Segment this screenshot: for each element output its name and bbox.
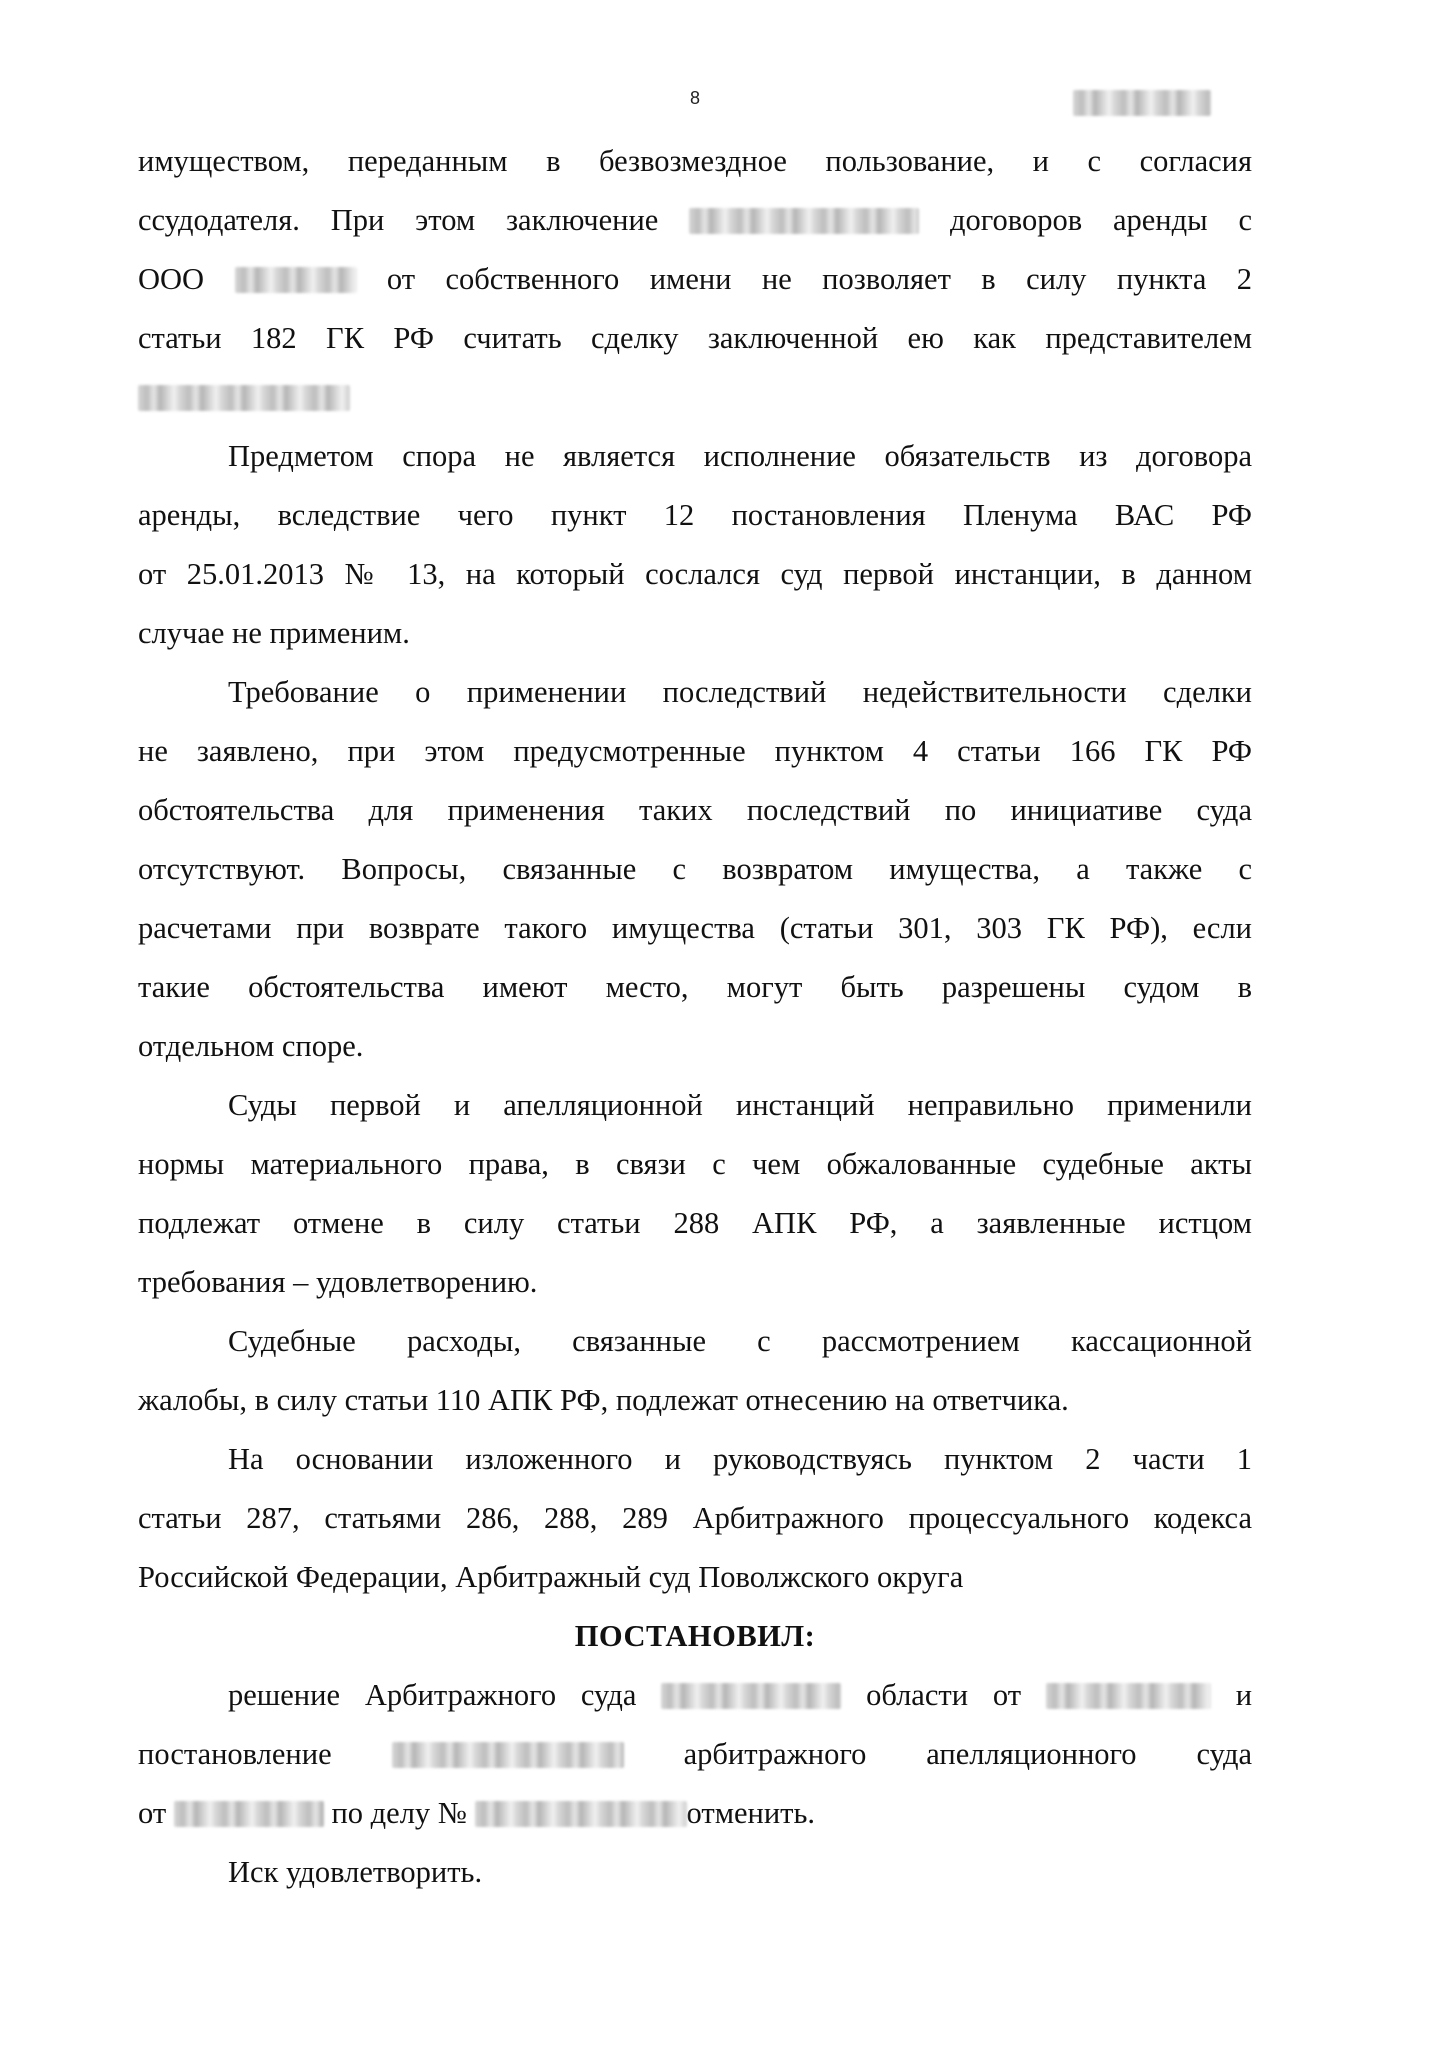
document-body xyxy=(138,132,1252,1902)
text-fragment: решение Арбитражного суда xyxy=(228,1678,637,1712)
text-fragment: и xyxy=(1235,1678,1253,1712)
text-line: Суды первой и апелляционной инстанций неправильно применили xyxy=(228,1088,1252,1122)
redacted-date xyxy=(174,1801,324,1827)
text-line xyxy=(138,1666,1252,1725)
redacted-court-name xyxy=(392,1742,624,1768)
page-number: 8 xyxy=(690,88,701,108)
paragraph-3 xyxy=(138,663,1252,1076)
text-fragment: от xyxy=(138,1796,167,1830)
text-line: аренды, вследствие чего пункт 12 постановления Пленума ВАС РФ xyxy=(138,498,1252,532)
text-fragment: от собственного имени не позволяет в силу пункта 2 xyxy=(386,262,1253,296)
text-line: жалобы, в силу статьи 110 АПК РФ, подлежат отнесению на ответчика. xyxy=(138,1383,1069,1417)
text-line: Предметом спора не является исполнение обязательств из договора xyxy=(228,439,1252,473)
text-line: нормы материального права, в связи с чем обжалованные судебные акты xyxy=(138,1147,1252,1181)
redacted-date xyxy=(1046,1683,1211,1709)
redacted-name xyxy=(689,208,919,234)
text-line: На основании изложенного и руководствуясь пунктом 2 части 1 xyxy=(228,1442,1252,1476)
text-line: случае не применим. xyxy=(138,616,410,650)
text-line: обстоятельства для применения таких последствий по инициативе суда xyxy=(138,793,1252,827)
text-fragment: области от xyxy=(866,1678,1022,1712)
redacted-case-number xyxy=(1073,90,1211,116)
redacted-region xyxy=(661,1683,841,1709)
text-line xyxy=(138,368,1252,427)
text-line: Судебные расходы, связанные с рассмотрением кассационной xyxy=(228,1324,1252,1358)
text-line: имуществом, переданным в безвозмездное пользование, и с согласия xyxy=(138,144,1252,178)
text-line: расчетами при возврате такого имущества (статьи 301, 303 ГК РФ), если xyxy=(138,911,1252,945)
resolution-heading: ПОСТАНОВИЛ: xyxy=(574,1619,816,1653)
text-line: отдельном споре. xyxy=(138,1029,364,1063)
text-line: отсутствуют. Вопросы, связанные с возвратом имущества, а также с xyxy=(138,852,1252,886)
text-line: статьи 287, статьями 286, 288, 289 Арбитражного процессуального кодекса xyxy=(138,1501,1252,1535)
paragraph-5 xyxy=(138,1312,1252,1430)
text-line: не заявлено, при этом предусмотренные пунктом 4 статьи 166 ГК РФ xyxy=(138,734,1252,768)
redacted-name xyxy=(138,385,350,411)
text-line: требования – удовлетворению. xyxy=(138,1265,538,1299)
text-fragment: ООО xyxy=(138,262,205,296)
paragraph-7 xyxy=(138,1666,1252,1843)
resolution-heading-block xyxy=(138,1607,1252,1666)
text-line xyxy=(138,1725,1252,1784)
redacted-case-number xyxy=(475,1801,687,1827)
paragraph-8 xyxy=(138,1843,1252,1902)
paragraph-2 xyxy=(138,427,1252,663)
text-line: такие обстоятельства имеют место, могут быть разрешены судом в xyxy=(138,970,1252,1004)
text-line: Требование о применении последствий недействительности сделки xyxy=(228,675,1252,709)
text-fragment: по делу № xyxy=(331,1796,467,1830)
text-line xyxy=(138,191,1252,250)
paragraph-6 xyxy=(138,1430,1252,1607)
text-line: Иск удовлетворить. xyxy=(228,1855,483,1889)
text-line: статьи 182 ГК РФ считать сделку заключенной ею как представителем xyxy=(138,321,1252,355)
redacted-company xyxy=(235,267,357,293)
paragraph-4 xyxy=(138,1076,1252,1312)
text-line: Российской Федерации, Арбитражный суд Поволжского округа xyxy=(138,1560,964,1594)
text-fragment: договоров аренды с xyxy=(950,203,1253,237)
paragraph-1 xyxy=(138,132,1252,427)
text-fragment: отменить. xyxy=(686,1796,816,1830)
text-fragment: постановление xyxy=(138,1737,332,1771)
text-line: подлежат отмене в силу статьи 288 АПК РФ, а заявленные истцом xyxy=(138,1206,1252,1240)
text-line xyxy=(138,250,1252,309)
text-fragment: арбитражного апелляционного суда xyxy=(683,1737,1253,1771)
text-line: от 25.01.2013 № 13, на который сослался суд первой инстанции, в данном xyxy=(138,557,1252,591)
text-line xyxy=(138,1784,1252,1843)
text-fragment: ссудодателя. При этом заключение xyxy=(138,203,659,237)
